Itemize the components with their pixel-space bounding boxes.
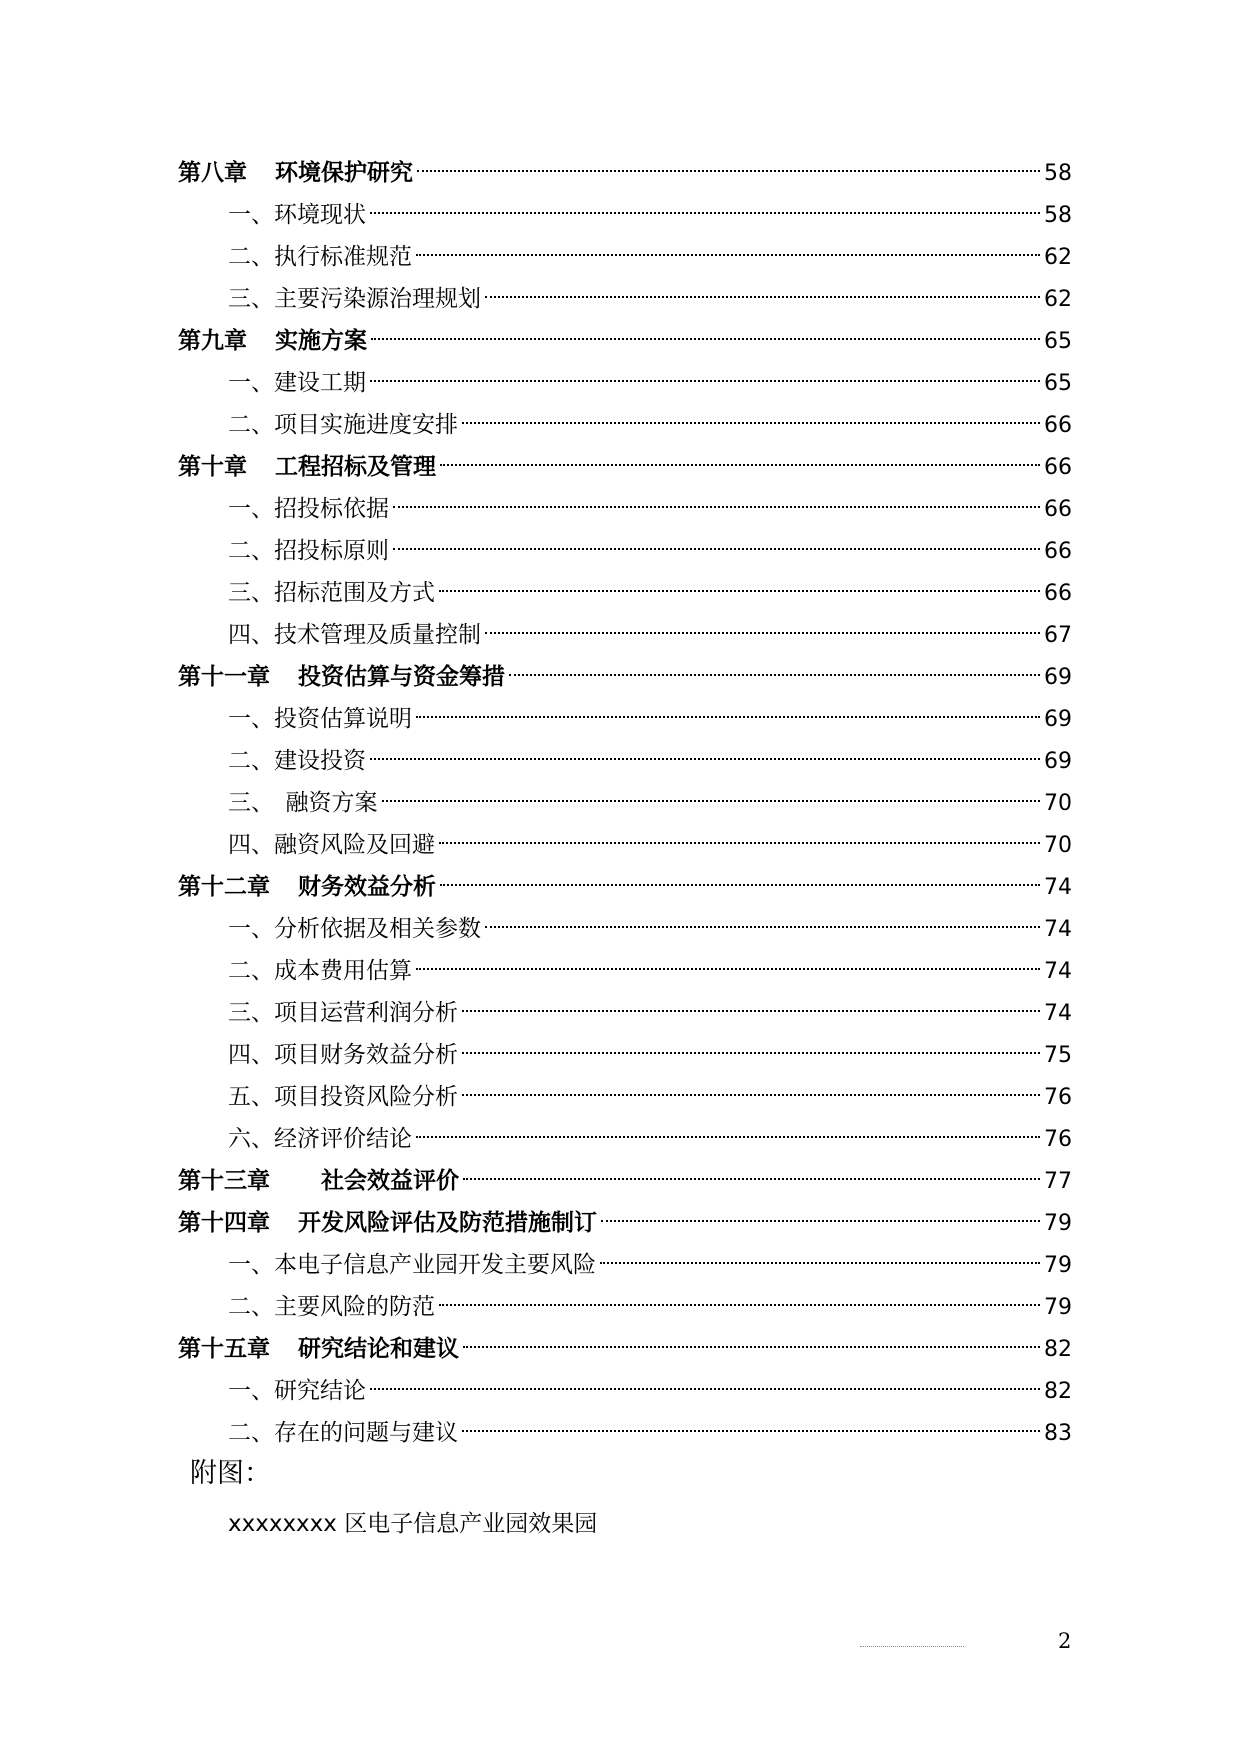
toc-page-number: 65 <box>1044 329 1072 354</box>
toc-dot-leader <box>370 212 1040 214</box>
appendix-item: xxxxxxxx 区电子信息产业园效果园 <box>228 1511 598 1537</box>
toc-entry-title: 三、 融资方案 <box>228 790 378 816</box>
toc-dot-leader <box>509 674 1040 676</box>
toc-page-number: 79 <box>1044 1253 1072 1278</box>
toc-entry-title: 四、融资风险及回避 <box>228 832 435 858</box>
toc-chapter-entry <box>178 152 1072 194</box>
toc-page-number: 65 <box>1044 371 1072 396</box>
toc-page-number: 75 <box>1044 1043 1072 1068</box>
toc-chapter-number: 第十二章 <box>178 874 270 900</box>
toc-page-number: 76 <box>1044 1127 1072 1152</box>
toc-section-entry <box>178 614 1072 656</box>
toc-chapter-number: 第十一章 <box>178 664 270 690</box>
toc-entry-title: 二、建设投资 <box>228 748 366 774</box>
toc-entry-title: 二、主要风险的防范 <box>228 1294 435 1320</box>
toc-dot-leader <box>439 590 1040 592</box>
toc-page-number: 79 <box>1044 1211 1072 1236</box>
toc-page-number: 58 <box>1044 203 1072 228</box>
toc-page-number: 79 <box>1044 1295 1072 1320</box>
toc-page-number: 66 <box>1044 539 1072 564</box>
toc-page-number: 62 <box>1044 287 1072 312</box>
toc-dot-leader <box>485 296 1040 298</box>
toc-chapter-number: 第十四章 <box>178 1210 270 1236</box>
toc-section-entry <box>178 1118 1072 1160</box>
toc-page-number: 66 <box>1044 413 1072 438</box>
toc-dot-leader <box>463 1178 1040 1180</box>
toc-page-number: 67 <box>1044 623 1072 648</box>
toc-chapter-number: 第十三章 <box>178 1168 270 1194</box>
toc-section-entry <box>178 698 1072 740</box>
toc-entry-title: 二、项目实施进度安排 <box>228 412 458 438</box>
toc-chapter-entry <box>178 1328 1072 1370</box>
toc-chapter-entry <box>178 320 1072 362</box>
toc-page-number: 82 <box>1044 1337 1072 1362</box>
toc-section-entry <box>178 488 1072 530</box>
toc-dot-leader <box>416 254 1040 256</box>
toc-entry-title: 工程招标及管理 <box>275 454 436 480</box>
toc-page-number: 74 <box>1044 917 1072 942</box>
toc-entry-title: 一、本电子信息产业园开发主要风险 <box>228 1252 596 1278</box>
toc-entry-title: 五、项目投资风险分析 <box>228 1084 458 1110</box>
toc-page-number: 69 <box>1044 665 1072 690</box>
toc-entry-title: 社会效益评价 <box>298 1168 459 1194</box>
toc-page-number: 74 <box>1044 1001 1072 1026</box>
toc-page-number: 74 <box>1044 959 1072 984</box>
toc-entry-title: 开发风险评估及防范措施制订 <box>298 1210 597 1236</box>
toc-chapter-entry <box>178 866 1072 908</box>
toc-entry-title: 三、主要污染源治理规划 <box>228 286 481 312</box>
toc-section-entry <box>178 236 1072 278</box>
toc-section-entry <box>178 1034 1072 1076</box>
toc-section-entry <box>178 362 1072 404</box>
toc-entry-title: 一、招投标依据 <box>228 496 389 522</box>
toc-entry-title: 一、建设工期 <box>228 370 366 396</box>
toc-dot-leader <box>600 1262 1040 1264</box>
toc-page-number: 70 <box>1044 833 1072 858</box>
toc-page-number: 77 <box>1044 1169 1072 1194</box>
toc-section-entry <box>178 782 1072 824</box>
toc-entry-title: 环境保护研究 <box>275 160 413 186</box>
toc-dot-leader <box>462 1094 1040 1096</box>
toc-page-number: 70 <box>1044 791 1072 816</box>
toc-section-entry <box>178 530 1072 572</box>
toc-entry-title: 三、招标范围及方式 <box>228 580 435 606</box>
page-number: 2 <box>1058 1629 1072 1653</box>
toc-entry-title: 二、招投标原则 <box>228 538 389 564</box>
toc-entry-title: 一、环境现状 <box>228 202 366 228</box>
toc-page-number: 62 <box>1044 245 1072 270</box>
toc-section-entry <box>178 824 1072 866</box>
toc-page-number: 69 <box>1044 749 1072 774</box>
toc-chapter-entry <box>178 1202 1072 1244</box>
toc-section-entry <box>178 278 1072 320</box>
toc-entry-title: 投资估算与资金筹措 <box>298 664 505 690</box>
toc-dot-leader <box>370 380 1040 382</box>
toc-section-entry <box>178 404 1072 446</box>
toc-section-entry <box>178 1412 1072 1454</box>
footer-divider <box>860 1646 964 1647</box>
toc-dot-leader <box>440 464 1040 466</box>
toc-entry-title: 二、成本费用估算 <box>228 958 412 984</box>
toc-dot-leader <box>370 758 1040 760</box>
toc-section-entry <box>178 908 1072 950</box>
appendix-heading: 附图： <box>190 1458 271 1489</box>
toc-dot-leader <box>417 170 1040 172</box>
toc-dot-leader <box>462 422 1040 424</box>
toc-entry-title: 研究结论和建议 <box>298 1336 459 1362</box>
toc-dot-leader <box>440 884 1040 886</box>
toc-dot-leader <box>370 1388 1040 1390</box>
toc-chapter-number: 第十五章 <box>178 1336 270 1362</box>
toc-chapter-entry <box>178 446 1072 488</box>
toc-entry-title: 二、执行标准规范 <box>228 244 412 270</box>
toc-dot-leader <box>416 968 1040 970</box>
toc-dot-leader <box>462 1010 1040 1012</box>
toc-chapter-entry <box>178 656 1072 698</box>
toc-dot-leader <box>393 506 1040 508</box>
toc-dot-leader <box>485 926 1040 928</box>
toc-section-entry <box>178 950 1072 992</box>
toc-entry-title: 实施方案 <box>275 328 367 354</box>
toc-dot-leader <box>393 548 1040 550</box>
toc-section-entry <box>178 1286 1072 1328</box>
toc-page-number: 76 <box>1044 1085 1072 1110</box>
toc-entry-title: 四、项目财务效益分析 <box>228 1042 458 1068</box>
toc-dot-leader <box>462 1052 1040 1054</box>
toc-dot-leader <box>416 1136 1040 1138</box>
toc-chapter-number: 第八章 <box>178 160 247 186</box>
toc-dot-leader <box>439 1304 1040 1306</box>
toc-page-number: 74 <box>1044 875 1072 900</box>
toc-section-entry <box>178 992 1072 1034</box>
toc-page-number: 66 <box>1044 497 1072 522</box>
toc-section-entry <box>178 740 1072 782</box>
toc-dot-leader <box>439 842 1040 844</box>
toc-page-number: 58 <box>1044 161 1072 186</box>
toc-page-number: 66 <box>1044 455 1072 480</box>
toc-dot-leader <box>462 1430 1040 1432</box>
toc-dot-leader <box>416 716 1040 718</box>
table-of-contents <box>178 152 1072 1454</box>
toc-section-entry <box>178 194 1072 236</box>
toc-chapter-number: 第十章 <box>178 454 247 480</box>
toc-chapter-number: 第九章 <box>178 328 247 354</box>
toc-page-number: 69 <box>1044 707 1072 732</box>
toc-section-entry <box>178 572 1072 614</box>
toc-entry-title: 财务效益分析 <box>298 874 436 900</box>
toc-dot-leader <box>601 1220 1040 1222</box>
toc-entry-title: 四、技术管理及质量控制 <box>228 622 481 648</box>
toc-dot-leader <box>371 338 1040 340</box>
toc-chapter-entry <box>178 1160 1072 1202</box>
toc-dot-leader <box>485 632 1040 634</box>
toc-entry-title: 六、经济评价结论 <box>228 1126 412 1152</box>
toc-section-entry <box>178 1076 1072 1118</box>
toc-entry-title: 二、存在的问题与建议 <box>228 1420 458 1446</box>
toc-section-entry <box>178 1370 1072 1412</box>
toc-entry-title: 三、项目运营利润分析 <box>228 1000 458 1026</box>
toc-dot-leader <box>382 800 1041 802</box>
toc-page-number: 83 <box>1044 1421 1072 1446</box>
toc-entry-title: 一、分析依据及相关参数 <box>228 916 481 942</box>
toc-page-number: 66 <box>1044 581 1072 606</box>
toc-entry-title: 一、研究结论 <box>228 1378 366 1404</box>
toc-section-entry <box>178 1244 1072 1286</box>
toc-entry-title: 一、投资估算说明 <box>228 706 412 732</box>
toc-page-number: 82 <box>1044 1379 1072 1404</box>
toc-dot-leader <box>463 1346 1040 1348</box>
